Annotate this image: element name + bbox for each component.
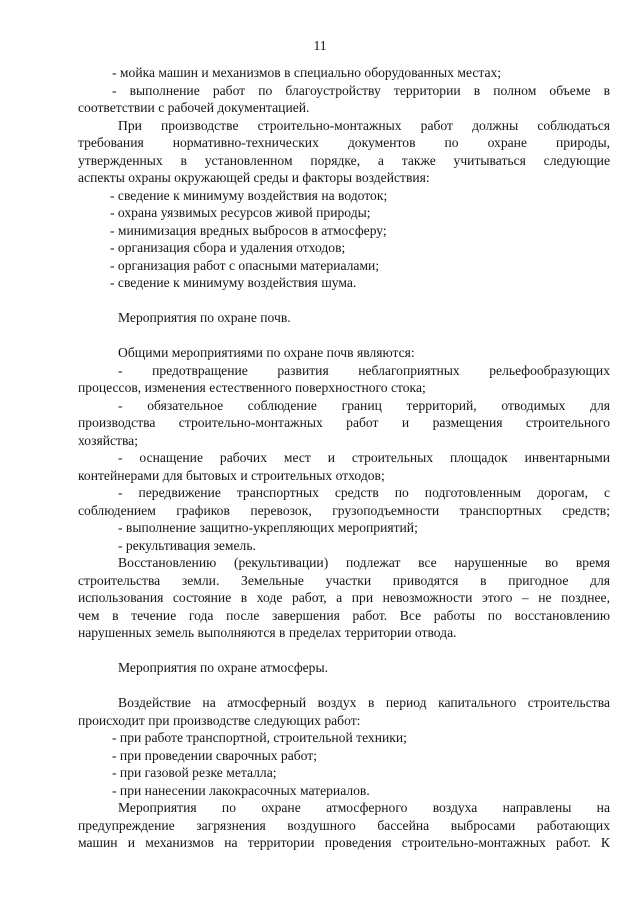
text-line: - сведение к минимуму воздействия шума. (110, 275, 357, 290)
text-line: - сведение к минимуму воздействия на водоток; (110, 187, 388, 203)
text-line: требования нормативно-технических документов по охране природы, (78, 135, 610, 150)
text-line: аспекты охраны окружающей среды и факторы воздействия: (78, 170, 430, 185)
text-line: - при работе транспортной, строительной техники; (112, 730, 407, 745)
text-line: - выполнение защитно-укрепляющих мероприятий; (118, 520, 418, 535)
text-line: - передвижение транспортных средств по подготовленным дорогам, с (118, 485, 610, 500)
text-line: - мойка машин и механизмов в специально оборудованных местах; (112, 65, 502, 80)
text-line: - организация сбора и удаления отходов; (110, 240, 346, 255)
text-line: - выполнение работ по благоустройству территории в полном объеме в (112, 82, 610, 98)
text-line: - организация работ с опасными материалами; (110, 257, 380, 273)
text-line: Мероприятия по охране почв. (118, 310, 291, 325)
text-line: - охрана уязвимых ресурсов живой природы; (110, 205, 371, 220)
text-line: - при газовой резке металла; (112, 765, 277, 780)
text-line: соблюдением графиков перевозок, грузоподъемности транспортных средств; (78, 502, 610, 518)
text-line: Восстановлению (рекультивации) подлежат все нарушенные во время (118, 555, 610, 570)
text-line: контейнерами для бытовых и строительных отходов; (78, 467, 385, 483)
text-line: - при проведении сварочных работ; (112, 747, 317, 763)
blank-line (78, 327, 610, 345)
text-line: - предотвращение развития неблагоприятных рельефообразующих (118, 362, 610, 378)
text-line: использования состояние в ходе работ, а при невозможности этого – не позднее, (78, 590, 610, 605)
page-number: 11 (313, 38, 327, 53)
text-line: Мероприятия по охране атмосферы. (118, 660, 328, 675)
text-line: машин и механизмов на территории проведения строительно-монтажных работ. К (78, 835, 610, 850)
text-line: утвержденных в установленном порядке, а также учитываться следующие (78, 152, 610, 168)
text-line: Мероприятия по охране атмосферного воздуха направлены на (118, 800, 610, 815)
text-line: производства строительно-монтажных работ и размещения строительного (78, 415, 610, 430)
text-line: При производстве строительно-монтажных работ должны соблюдаться (118, 117, 610, 133)
text-line: хозяйства; (78, 432, 138, 448)
text-line: соответствии с рабочей документацией. (78, 100, 310, 115)
text-line: - обязательное соблюдение границ территорий, отводимых для (118, 397, 610, 413)
text-line: Воздействие на атмосферный воздух в период капитального строительства (118, 695, 610, 710)
text-line: происходит при производстве следующих работ: (78, 712, 361, 728)
text-line: нарушенных земель выполняются в пределах территории отвода. (78, 625, 457, 640)
text-line: предупреждение загрязнения воздушного бассейна выбросами работающих (78, 817, 610, 833)
blank-line (78, 677, 610, 695)
text-line: чем в течение года после завершения работ. Все работы по восстановлению (78, 607, 610, 623)
text-line: - рекультивация земель. (118, 537, 256, 553)
text-line: процессов, изменения естественного поверхностного стока; (78, 380, 426, 395)
text-line: - минимизация вредных выбросов в атмосферу; (110, 222, 387, 238)
text-line: строительства земли. Земельные участки приводятся в пригодное для (78, 572, 610, 588)
blank-line (78, 292, 610, 310)
text-line: Общими мероприятиями по охране почв являются: (118, 345, 415, 360)
document-body (78, 64, 610, 852)
blank-line (78, 642, 610, 660)
text-line: - оснащение рабочих мест и строительных площадок инвентарными (118, 450, 610, 465)
text-line: - при нанесении лакокрасочных материалов. (112, 782, 370, 798)
